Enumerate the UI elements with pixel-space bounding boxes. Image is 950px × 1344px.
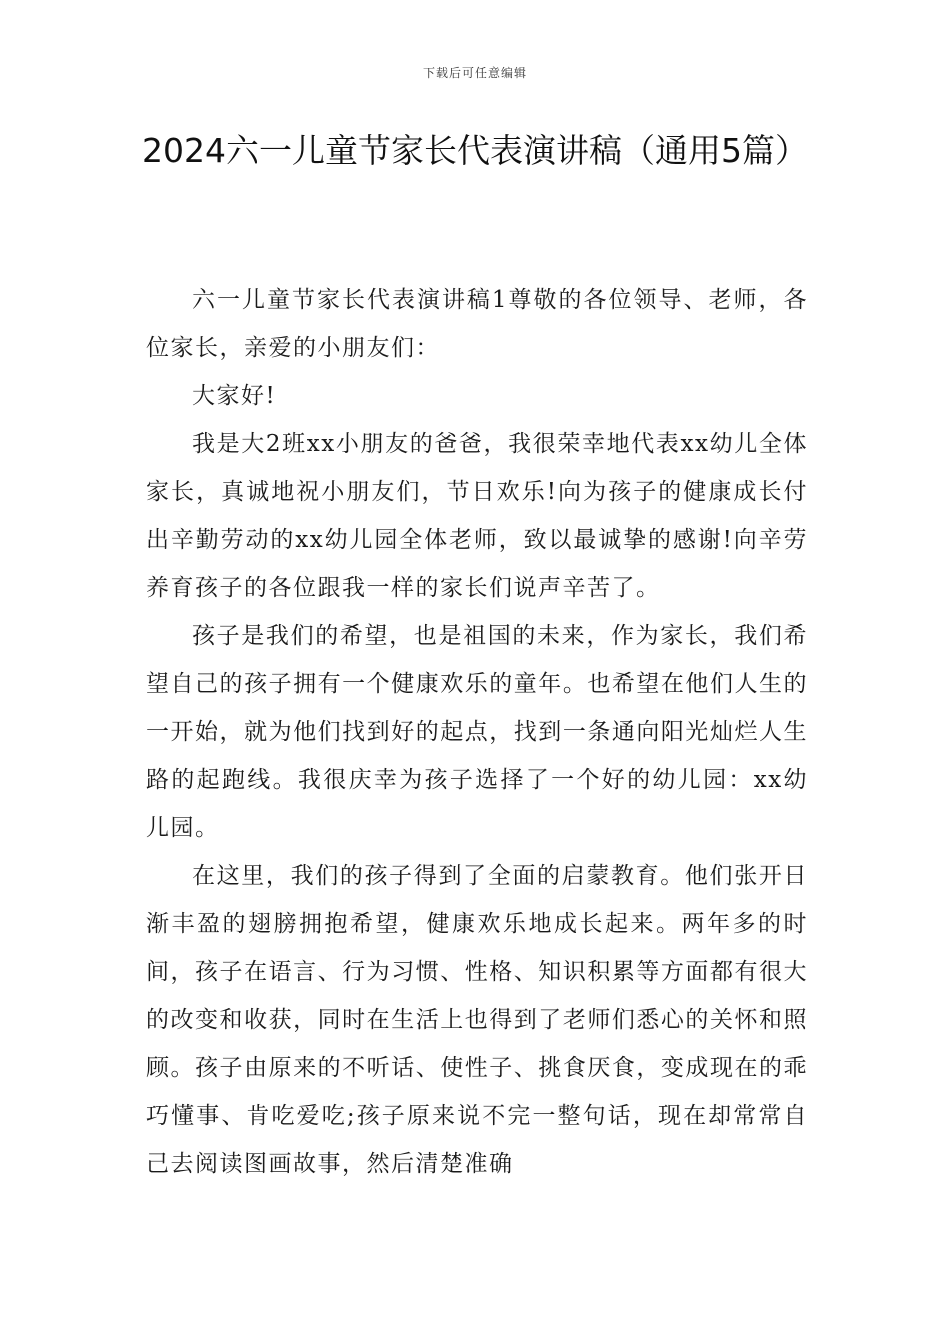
paragraph-hope: 孩子是我们的希望，也是祖国的未来，作为家长，我们希望自己的孩子拥有一个健康欢乐的童年。也希望在他们人生的一开始，就为他们找到好的起点，找到一条通向阳光灿烂人生路的起跑线。我很庆幸为孩子选择了一个好的幼儿园：xx幼儿园。 (146, 623, 808, 841)
document-body (146, 276, 808, 1188)
paragraph-growth: 在这里，我们的孩子得到了全面的启蒙教育。他们张开日渐丰盈的翅膀拥抱希望，健康欢乐地成长起来。两年多的时间，孩子在语言、行为习惯、性格、知识积累等方面都有很大的改变和收获，同时在生活上也得到了老师们悉心的关怀和照顾。孩子由原来的不听话、使性子、挑食厌食，变成现在的乖巧懂事、肯吃爱吃;孩子原来说不完一整句话，现在却常常自己去阅读图画故事，然后清楚准确 (146, 863, 808, 1177)
paragraph-hello: 大家好! (192, 383, 277, 409)
document-title: 2024六一儿童节家长代表演讲稿（通用5篇） (142, 131, 808, 170)
page-header-note: 下载后可任意编辑 (422, 66, 527, 80)
paragraph-greeting: 六一儿童节家长代表演讲稿1尊敬的各位领导、老师，各位家长，亲爱的小朋友们： (146, 287, 808, 361)
paragraph-introduction: 我是大2班xx小朋友的爸爸，我很荣幸地代表xx幼儿全体家长，真诚地祝小朋友们，节日欢乐!向为孩子的健康成长付出辛勤劳动的xx幼儿园全体老师，致以最诚挚的感谢!向辛劳养育孩子的各位跟我一样的家长们说声辛苦了。 (146, 431, 808, 601)
